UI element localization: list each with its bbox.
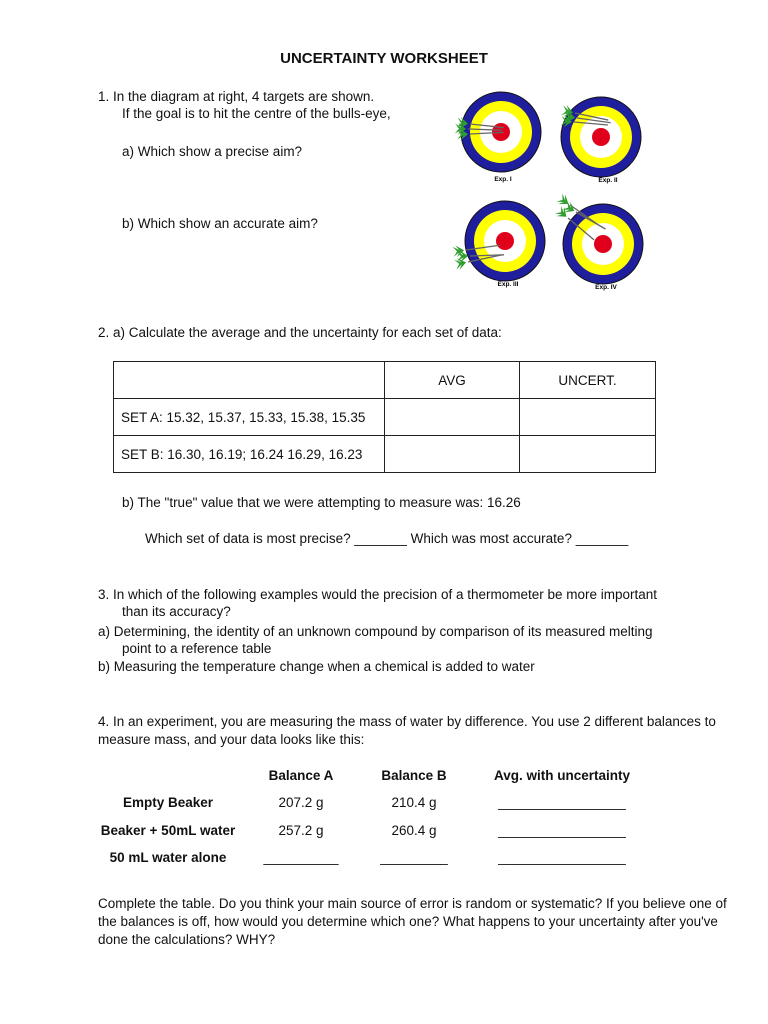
target-exp-3-icon	[452, 201, 545, 281]
water-alone-avg-blank: _________________	[498, 850, 626, 865]
target-exp-3-label: Exp. III	[497, 281, 519, 288]
empty-beaker-balance-a: 207.2 g	[278, 795, 324, 810]
set-a-uncert-answer	[520, 399, 656, 436]
header-balance-b: Balance B	[381, 768, 447, 783]
row-label-empty-beaker: Empty Beaker	[122, 795, 214, 810]
row-label-beaker-water: Beaker + 50mL water	[100, 823, 236, 838]
set-b-data: SET B: 16.30, 16.19; 16.24 16.29, 16.23	[114, 436, 385, 473]
table-header-uncert: UNCERT.	[520, 362, 656, 399]
q4-line1: 4. In an experiment, you are measuring the mass of water by difference. You use 2 different balances to	[98, 714, 716, 729]
table-row	[114, 436, 656, 473]
table-header-blank	[114, 362, 385, 399]
page-title: UNCERTAINTY WORKSHEET	[280, 50, 488, 67]
empty-beaker-balance-b: 210.4 g	[391, 795, 437, 810]
q2-precision-question: Which set of data is most precise? _______ Which was most accurate? _______	[145, 531, 629, 546]
beaker-water-balance-b: 260.4 g	[391, 823, 437, 838]
q4-line2: measure mass, and your data looks like this:	[98, 732, 365, 747]
water-alone-balance-b-blank: _________	[380, 850, 448, 865]
targets-diagram	[448, 80, 648, 302]
table-header-avg: AVG	[385, 362, 520, 399]
beaker-water-balance-a: 257.2 g	[278, 823, 324, 838]
q2-part-b: b) The "true" value that we were attempting to measure was: 16.26	[122, 495, 521, 510]
header-avg-uncertainty: Avg. with uncertainty	[493, 768, 631, 783]
q3-option-b: b) Measuring the temperature change when a chemical is added to water	[98, 659, 535, 674]
target-exp-2-label: Exp. II	[598, 177, 618, 184]
header-balance-a: Balance A	[268, 768, 334, 783]
q2-data-table	[113, 361, 656, 473]
q3-line1: 3. In which of the following examples would the precision of a thermometer be more important	[98, 587, 658, 602]
q3-option-a-line2: point to a reference table	[122, 641, 272, 656]
water-alone-balance-a-blank: __________	[263, 850, 339, 865]
empty-beaker-avg-blank: _________________	[498, 795, 626, 810]
q1-line2: If the goal is to hit the centre of the bulls-eye,	[122, 106, 391, 121]
set-b-uncert-answer	[520, 436, 656, 473]
q4-closing-line1: Complete the table. Do you think your main source of error is random or systematic? If you believe one of	[98, 896, 727, 911]
q3-option-a-line1: a) Determining, the identity of an unknown compound by comparison of its measured melting	[98, 624, 653, 639]
beaker-water-avg-blank: _________________	[498, 823, 626, 838]
table-row	[114, 399, 656, 436]
set-a-data: SET A: 15.32, 15.37, 15.33, 15.38, 15.35	[114, 399, 385, 436]
row-label-water-alone: 50 mL water alone	[109, 850, 227, 865]
q4-closing-line2: the balances is off, how would you determine which one? What happens to your uncertainty after you've	[98, 914, 718, 929]
q1-part-a: a) Which show a precise aim?	[122, 144, 303, 159]
q1-line1: 1. In the diagram at right, 4 targets are shown.	[98, 89, 375, 104]
q3-line2: than its accuracy?	[122, 604, 231, 619]
target-exp-2-icon	[561, 97, 641, 177]
q4-closing-line3: done the calculations? WHY?	[98, 932, 276, 947]
set-b-avg-answer	[385, 436, 520, 473]
target-exp-4-icon	[554, 193, 643, 284]
target-exp-1-label: Exp. I	[494, 176, 512, 183]
q2-intro: 2. a) Calculate the average and the uncertainty for each set of data:	[98, 325, 502, 340]
target-exp-1-icon	[455, 92, 541, 172]
q1-part-b: b) Which show an accurate aim?	[122, 216, 318, 231]
table-header-row	[114, 362, 656, 399]
set-a-avg-answer	[385, 399, 520, 436]
target-exp-4-label: Exp. IV	[595, 284, 617, 291]
